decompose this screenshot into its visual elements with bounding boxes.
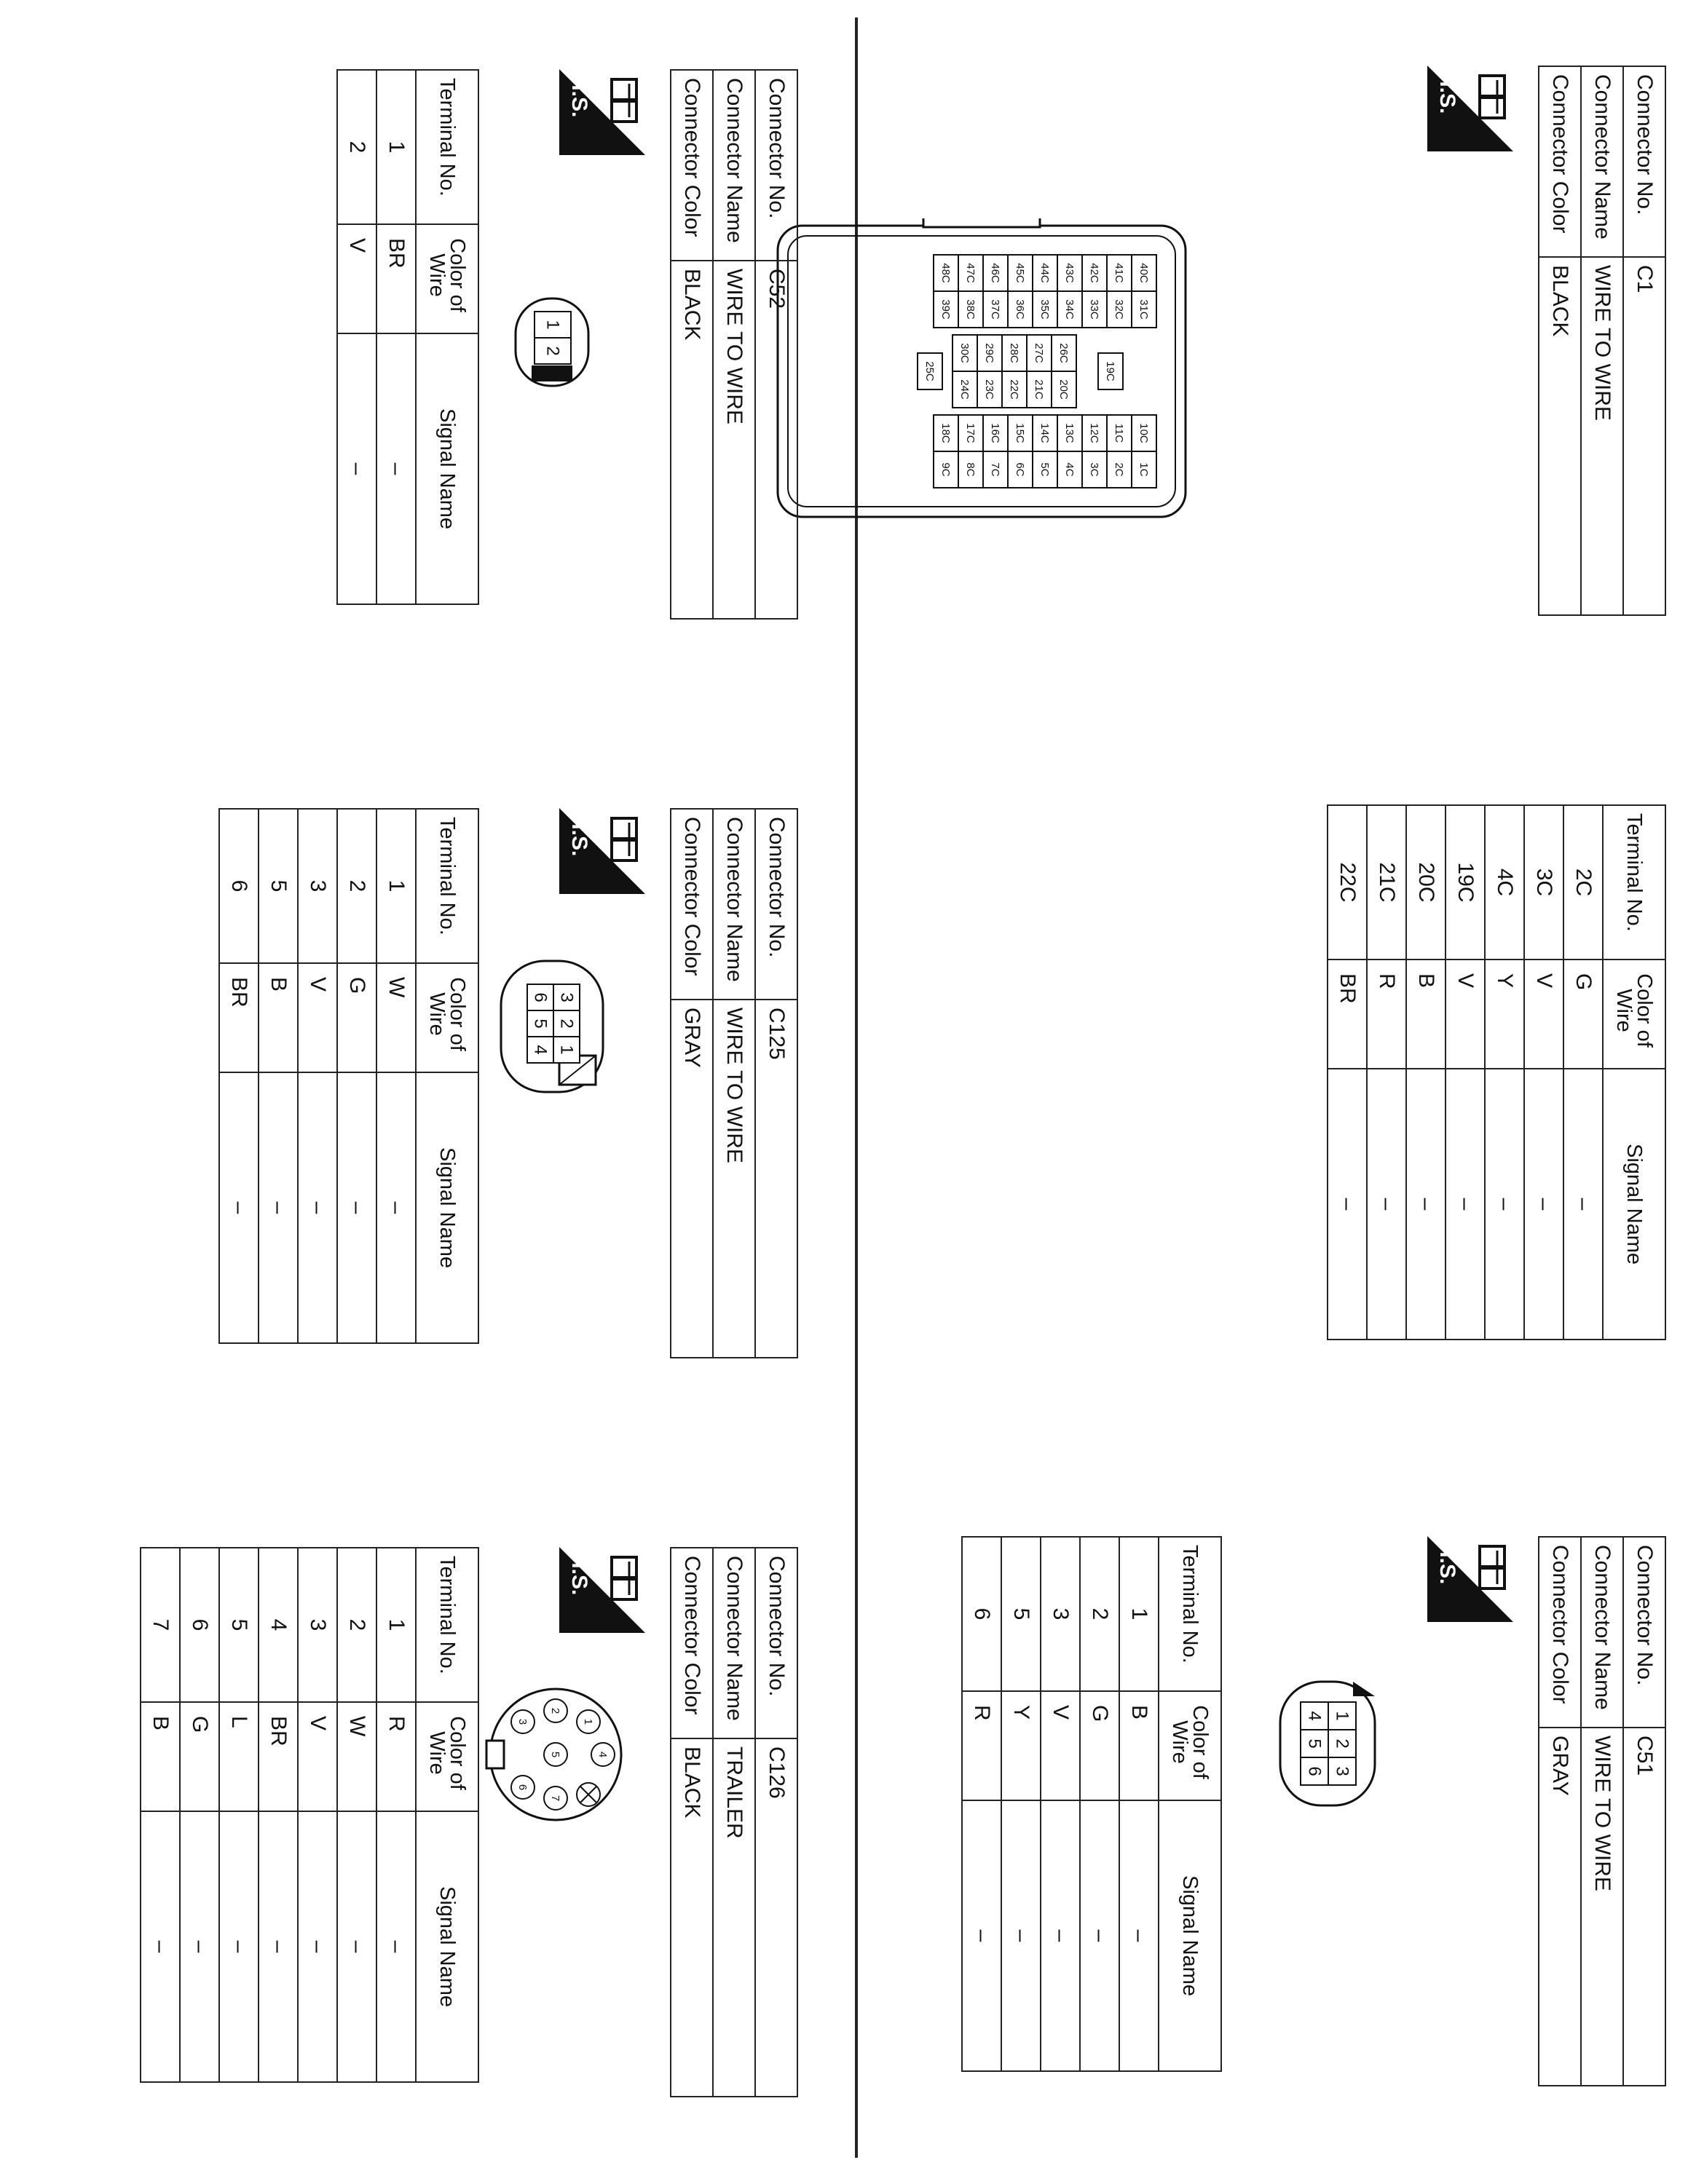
cavity-label: 18C xyxy=(939,423,953,443)
connector-c1-terminal-block xyxy=(1327,804,1666,1340)
signal-name-cell: – xyxy=(1328,1069,1367,1340)
cavity-label: 45C xyxy=(1014,263,1027,283)
wire-color-cell: B xyxy=(1119,1691,1159,1800)
terminal-table xyxy=(961,1536,1222,2072)
connector-color-value: GRAY xyxy=(1539,1728,1581,2086)
cavity-label: 42C xyxy=(1088,263,1101,283)
wire-color-cell: B xyxy=(141,1702,180,1811)
pin-label: 5 xyxy=(530,1018,551,1029)
signal-name-cell: – xyxy=(141,1811,180,2082)
connector-info-table xyxy=(1538,1536,1666,2086)
connector-color-value: BLACK xyxy=(1539,257,1581,615)
terminal-row xyxy=(298,1548,337,2082)
connector-c125-face xyxy=(486,946,618,1107)
terminal-no-cell: 3 xyxy=(1041,1537,1080,1691)
terminal-no-cell: 5 xyxy=(1001,1537,1041,1691)
wire-color-cell: BR xyxy=(376,224,416,333)
terminal-row xyxy=(1041,1537,1080,2071)
wire-color-cell: BR xyxy=(259,1702,298,1811)
terminal-row xyxy=(259,1548,298,2082)
hs-label: H.S. xyxy=(1435,1542,1459,1585)
terminal-no-cell: 4 xyxy=(259,1548,298,1702)
terminal-table-body xyxy=(337,70,416,604)
cavity-label: 34C xyxy=(1063,299,1076,320)
cavity-label: 44C xyxy=(1038,263,1052,283)
signal-name-cell: – xyxy=(180,1811,219,2082)
terminal-table xyxy=(140,1547,479,2083)
connector-info-table xyxy=(670,808,798,1358)
connector-no-label: Connector No. xyxy=(755,809,797,1000)
pin-label: 3 xyxy=(516,1718,529,1725)
cavity-label: 33C xyxy=(1088,299,1101,320)
pin-label: 4 xyxy=(1304,1711,1325,1721)
terminal-table-header xyxy=(416,809,478,1343)
terminal-row xyxy=(337,809,376,1343)
terminal-no-cell: 7 xyxy=(141,1548,180,1702)
terminal-row xyxy=(962,1537,1001,2071)
wire-color-header: Color of Wire xyxy=(1603,960,1665,1069)
terminal-row xyxy=(1367,805,1406,1340)
terminal-row xyxy=(337,70,376,604)
signal-name-cell: – xyxy=(1406,1069,1446,1340)
pin-label: 2 xyxy=(543,346,563,356)
terminal-row xyxy=(1524,805,1563,1340)
info-row-color xyxy=(671,70,713,619)
terminal-no-cell: 5 xyxy=(259,809,298,963)
cavity-label: 43C xyxy=(1063,263,1076,283)
terminal-row xyxy=(1001,1537,1041,2071)
wire-color-cell: R xyxy=(1367,960,1406,1069)
connector-c51-terminal-block xyxy=(961,1536,1222,2072)
terminal-no-cell: 4C xyxy=(1485,805,1524,960)
cavity-label: 3C xyxy=(1088,462,1101,477)
terminal-row xyxy=(1406,805,1446,1340)
connector-no-label: Connector No. xyxy=(755,1548,797,1738)
connector-name-label: Connector Name xyxy=(713,1548,755,1738)
info-row-color xyxy=(671,809,713,1358)
terminal-table-body xyxy=(141,1548,416,2082)
pin-label: 1 xyxy=(543,320,563,330)
pin-label: 1 xyxy=(1332,1711,1352,1721)
info-row-name xyxy=(713,809,755,1358)
signal-name-cell: – xyxy=(337,1072,376,1343)
signal-name-header: Signal Name xyxy=(416,333,478,604)
cavity-label: 22C xyxy=(1008,379,1021,400)
wire-color-cell: L xyxy=(219,1702,259,1811)
wire-color-cell: BR xyxy=(1328,960,1367,1069)
connector-name-label: Connector Name xyxy=(1581,1537,1623,1728)
cavity-label: 2C xyxy=(1113,462,1126,477)
hs-label: H.S. xyxy=(567,814,591,857)
wire-color-header: Color of Wire xyxy=(416,1702,478,1811)
terminal-row xyxy=(180,1548,219,2082)
hs-label: H.S. xyxy=(567,1553,591,1596)
wire-color-cell: V xyxy=(1446,960,1485,1069)
signal-name-cell: – xyxy=(1041,1800,1080,2071)
cavity-label: 27C xyxy=(1033,343,1046,363)
pin-label: 2 xyxy=(549,1707,562,1714)
connector-info-table xyxy=(1538,66,1666,616)
connector-c52-info xyxy=(670,69,798,620)
terminal-row xyxy=(376,70,416,604)
connector-name-value: WIRE TO WIRE xyxy=(713,261,755,619)
connector-no-value: C1 xyxy=(1623,257,1665,615)
wire-color-cell: G xyxy=(180,1702,219,1811)
connector-name-label: Connector Name xyxy=(713,70,755,261)
cavity-label: 36C xyxy=(1014,299,1027,320)
wire-color-cell: Y xyxy=(1001,1691,1041,1800)
hs-badge-icon xyxy=(559,808,645,894)
signal-name-header: Signal Name xyxy=(1159,1800,1221,2071)
terminal-no-cell: 2 xyxy=(337,809,376,963)
connector-name-value: WIRE TO WIRE xyxy=(1581,257,1623,615)
terminal-table-header xyxy=(416,1548,478,2082)
pin-label: 6 xyxy=(1304,1766,1325,1776)
terminal-row xyxy=(141,1548,180,2082)
terminal-no-cell: 1 xyxy=(376,70,416,224)
cavity-label: 28C xyxy=(1008,343,1021,363)
hs-badge-icon xyxy=(1427,1536,1513,1622)
cavity-label: 35C xyxy=(1038,299,1052,320)
info-row-number xyxy=(755,70,797,619)
wire-color-cell: V xyxy=(337,224,376,333)
signal-name-cell: – xyxy=(337,1811,376,2082)
signal-name-cell: – xyxy=(1367,1069,1406,1340)
terminal-table xyxy=(336,69,479,605)
terminal-no-cell: 6 xyxy=(962,1537,1001,1691)
terminal-no-cell: 1 xyxy=(1119,1537,1159,1691)
hs-badge-icon xyxy=(559,1547,645,1633)
cavity-label: 30C xyxy=(958,343,971,363)
wire-color-cell: Y xyxy=(1485,960,1524,1069)
signal-name-cell: – xyxy=(298,1811,337,2082)
signal-name-cell: – xyxy=(962,1800,1001,2071)
connector-c51-info xyxy=(1538,1536,1666,2086)
connector-c1-info xyxy=(1538,66,1666,616)
pin-label: 1 xyxy=(556,1045,577,1055)
info-row-name xyxy=(1581,66,1623,615)
terminal-row xyxy=(376,1548,416,2082)
connector-color-label: Connector Color xyxy=(671,70,713,261)
pin-label: 7 xyxy=(549,1795,562,1802)
hs-badge-icon xyxy=(1427,66,1513,151)
connector-c126-terminal-block xyxy=(140,1547,479,2083)
connector-color-label: Connector Color xyxy=(1539,1537,1581,1728)
connector-name-label: Connector Name xyxy=(1581,66,1623,257)
signal-name-cell: – xyxy=(337,333,376,604)
info-row-number xyxy=(1623,1537,1665,2086)
cavity-label: 23C xyxy=(983,379,996,400)
wire-color-cell: B xyxy=(1406,960,1446,1069)
terminal-no-cell: 3 xyxy=(298,1548,337,1702)
cavity-label: 41C xyxy=(1113,263,1126,283)
signal-name-cell: – xyxy=(1001,1800,1041,2071)
connector-no-label: Connector No. xyxy=(1623,66,1665,257)
pin-label: 3 xyxy=(1332,1766,1352,1776)
cavity-label: 37C xyxy=(989,299,1002,320)
signal-name-header: Signal Name xyxy=(416,1072,478,1343)
terminal-row xyxy=(337,1548,376,2082)
terminal-no-cell: 2 xyxy=(337,1548,376,1702)
cavity-label: 24C xyxy=(958,379,971,400)
connector-color-label: Connector Color xyxy=(671,1548,713,1738)
terminal-no-header: Terminal No. xyxy=(416,809,478,963)
hs-label: H.S. xyxy=(567,75,591,118)
terminal-table-header xyxy=(1603,805,1665,1340)
terminal-no-cell: 21C xyxy=(1367,805,1406,960)
wire-color-cell: BR xyxy=(219,963,259,1072)
terminal-row xyxy=(376,809,416,1343)
signal-name-cell: – xyxy=(259,1072,298,1343)
terminal-row xyxy=(1563,805,1603,1340)
terminal-no-cell: 3 xyxy=(298,809,337,963)
pin-label: 2 xyxy=(556,1018,577,1029)
connector-no-value: C52 xyxy=(755,261,797,619)
terminal-no-cell: 6 xyxy=(180,1548,219,1702)
signal-name-cell: – xyxy=(298,1072,337,1343)
connector-c52-terminal-block xyxy=(336,69,479,605)
signal-name-cell: – xyxy=(1119,1800,1159,2071)
connector-name-value: TRAILER xyxy=(713,1738,755,2097)
terminal-row xyxy=(259,809,298,1343)
cavity-label: 4C xyxy=(1063,462,1076,477)
signal-name-header: Signal Name xyxy=(416,1811,478,2082)
pin-label: 4 xyxy=(530,1045,551,1055)
terminal-no-header: Terminal No. xyxy=(416,70,478,224)
terminal-no-cell: 2C xyxy=(1563,805,1603,960)
terminal-table-body xyxy=(219,809,416,1343)
terminal-table xyxy=(218,808,479,1344)
terminal-no-cell: 6 xyxy=(219,809,259,963)
terminal-no-cell: 1 xyxy=(376,809,416,963)
hs-badge-icon xyxy=(559,69,645,155)
info-row-number xyxy=(755,1548,797,2097)
connector-c125-terminal-block xyxy=(218,808,479,1344)
connector-color-label: Connector Color xyxy=(1539,66,1581,257)
cavity-label: 9C xyxy=(939,462,953,477)
connector-name-value: WIRE TO WIRE xyxy=(713,1000,755,1358)
terminal-row xyxy=(1485,805,1524,1340)
pin-label: 6 xyxy=(530,992,551,1002)
connector-color-value: BLACK xyxy=(671,261,713,619)
connector-no-label: Connector No. xyxy=(755,70,797,261)
terminal-row xyxy=(1446,805,1485,1340)
terminal-no-cell: 5 xyxy=(219,1548,259,1702)
info-row-color xyxy=(1539,1537,1581,2086)
signal-name-header: Signal Name xyxy=(1603,1069,1665,1340)
wire-color-cell: W xyxy=(376,963,416,1072)
info-row-color xyxy=(1539,66,1581,615)
signal-name-cell: – xyxy=(1080,1800,1119,2071)
connector-no-value: C51 xyxy=(1623,1728,1665,2086)
connector-info-table xyxy=(670,1547,798,2097)
terminal-no-cell: 1 xyxy=(376,1548,416,1702)
connector-name-label: Connector Name xyxy=(713,809,755,1000)
connector-no-value: C125 xyxy=(755,1000,797,1358)
pin-label: 2 xyxy=(1332,1738,1352,1749)
hs-label: H.S. xyxy=(1435,71,1459,114)
signal-name-cell: – xyxy=(219,1811,259,2082)
signal-name-cell: – xyxy=(376,1811,416,2082)
cavity-label: 25C xyxy=(923,361,936,381)
connector-name-value: WIRE TO WIRE xyxy=(1581,1728,1623,2086)
terminal-no-cell: 2 xyxy=(337,70,376,224)
terminal-row xyxy=(298,809,337,1343)
signal-name-cell: – xyxy=(1446,1069,1485,1340)
terminal-no-cell: 2 xyxy=(1080,1537,1119,1691)
terminal-no-cell: 20C xyxy=(1406,805,1446,960)
connector-no-label: Connector No. xyxy=(1623,1537,1665,1728)
cavity-label: 31C xyxy=(1137,299,1151,320)
terminal-row xyxy=(1119,1537,1159,2071)
wire-color-cell: G xyxy=(337,963,376,1072)
connector-c125-info xyxy=(670,808,798,1358)
wire-color-cell: V xyxy=(1524,960,1563,1069)
terminal-no-header: Terminal No. xyxy=(1159,1537,1221,1691)
wire-color-header: Color of Wire xyxy=(1159,1691,1221,1800)
cavity-label: 13C xyxy=(1063,423,1076,443)
cavity-label: 1C xyxy=(1137,462,1151,477)
signal-name-cell: – xyxy=(1485,1069,1524,1340)
wire-color-cell: V xyxy=(1041,1691,1080,1800)
cavity-label: 47C xyxy=(964,263,977,283)
wire-color-cell: V xyxy=(298,1702,337,1811)
cavity-label: 26C xyxy=(1057,343,1070,363)
signal-name-cell: – xyxy=(1563,1069,1603,1340)
cavity-label: 40C xyxy=(1137,263,1151,283)
cavity-label: 12C xyxy=(1088,423,1101,443)
connector-c126-face xyxy=(479,1678,632,1831)
info-row-number xyxy=(755,809,797,1358)
cavity-label: 15C xyxy=(1014,423,1027,443)
cavity-label: 8C xyxy=(964,462,977,477)
cavity-label: 5C xyxy=(1038,462,1052,477)
terminal-row xyxy=(1080,1537,1119,2071)
wire-color-cell: B xyxy=(259,963,298,1072)
terminal-table xyxy=(1327,804,1666,1340)
pin-label: 4 xyxy=(596,1751,610,1758)
cavity-label: 16C xyxy=(989,423,1002,443)
cavity-label: 10C xyxy=(1137,423,1151,443)
cavity-label: 21C xyxy=(1033,379,1046,400)
signal-name-cell: – xyxy=(219,1072,259,1343)
terminal-table-header xyxy=(416,70,478,604)
terminal-row xyxy=(219,1548,259,2082)
cavity-label: 17C xyxy=(964,423,977,443)
cavity-label: 32C xyxy=(1113,299,1126,320)
wire-color-cell: G xyxy=(1563,960,1603,1069)
pin-label: 5 xyxy=(549,1751,562,1758)
connector-color-label: Connector Color xyxy=(671,809,713,1000)
info-row-number xyxy=(1623,66,1665,615)
connector-c126-info xyxy=(670,1547,798,2097)
terminal-no-header: Terminal No. xyxy=(1603,805,1665,960)
info-row-color xyxy=(671,1548,713,2097)
cavity-label: 14C xyxy=(1038,423,1052,443)
cavity-label: 48C xyxy=(939,263,953,283)
connector-color-value: BLACK xyxy=(671,1738,713,2097)
connector-color-value: GRAY xyxy=(671,1000,713,1358)
wire-color-cell: R xyxy=(376,1702,416,1811)
terminal-no-header: Terminal No. xyxy=(416,1548,478,1702)
pin-label: 6 xyxy=(516,1784,529,1791)
terminal-table-body xyxy=(1328,805,1603,1340)
info-row-name xyxy=(713,1548,755,2097)
cavity-label: 39C xyxy=(939,299,953,320)
terminal-no-cell: 19C xyxy=(1446,805,1485,960)
terminal-table-body xyxy=(962,1537,1159,2071)
wire-color-cell: G xyxy=(1080,1691,1119,1800)
cavity-label: 20C xyxy=(1057,379,1070,400)
c126-key-cross-icon xyxy=(577,1783,600,1806)
connector-c52-face xyxy=(501,284,603,400)
terminal-table-header xyxy=(1159,1537,1221,2071)
terminal-no-cell: 3C xyxy=(1524,805,1563,960)
info-row-name xyxy=(1581,1537,1623,2086)
terminal-no-cell: 22C xyxy=(1328,805,1367,960)
pin-label: 3 xyxy=(556,992,577,1002)
cavity-label: 38C xyxy=(964,299,977,320)
cavity-label: 19C xyxy=(1104,361,1117,381)
signal-name-cell: – xyxy=(376,333,416,604)
wire-color-cell: R xyxy=(962,1691,1001,1800)
cavity-label: 7C xyxy=(989,462,1002,477)
cavity-label: 29C xyxy=(983,343,996,363)
wire-color-header: Color of Wire xyxy=(416,224,478,333)
pin-label: 5 xyxy=(1304,1738,1325,1749)
signal-name-cell: – xyxy=(259,1811,298,2082)
cavity-label: 46C xyxy=(989,263,1002,283)
pin-label: 1 xyxy=(582,1718,595,1725)
cavity-label: 11C xyxy=(1113,423,1126,443)
wire-color-cell: W xyxy=(337,1702,376,1811)
signal-name-cell: – xyxy=(376,1072,416,1343)
terminal-row xyxy=(219,809,259,1343)
cavity-label: 6C xyxy=(1014,462,1027,477)
connector-c51-face xyxy=(1266,1667,1389,1820)
connector-no-value: C126 xyxy=(755,1738,797,2097)
wire-color-header: Color of Wire xyxy=(416,963,478,1072)
connector-info-table xyxy=(670,69,798,620)
wire-color-cell: V xyxy=(298,963,337,1072)
connector-c1-face xyxy=(770,218,1193,524)
terminal-row xyxy=(1328,805,1367,1340)
info-row-name xyxy=(713,70,755,619)
signal-name-cell: – xyxy=(1524,1069,1563,1340)
